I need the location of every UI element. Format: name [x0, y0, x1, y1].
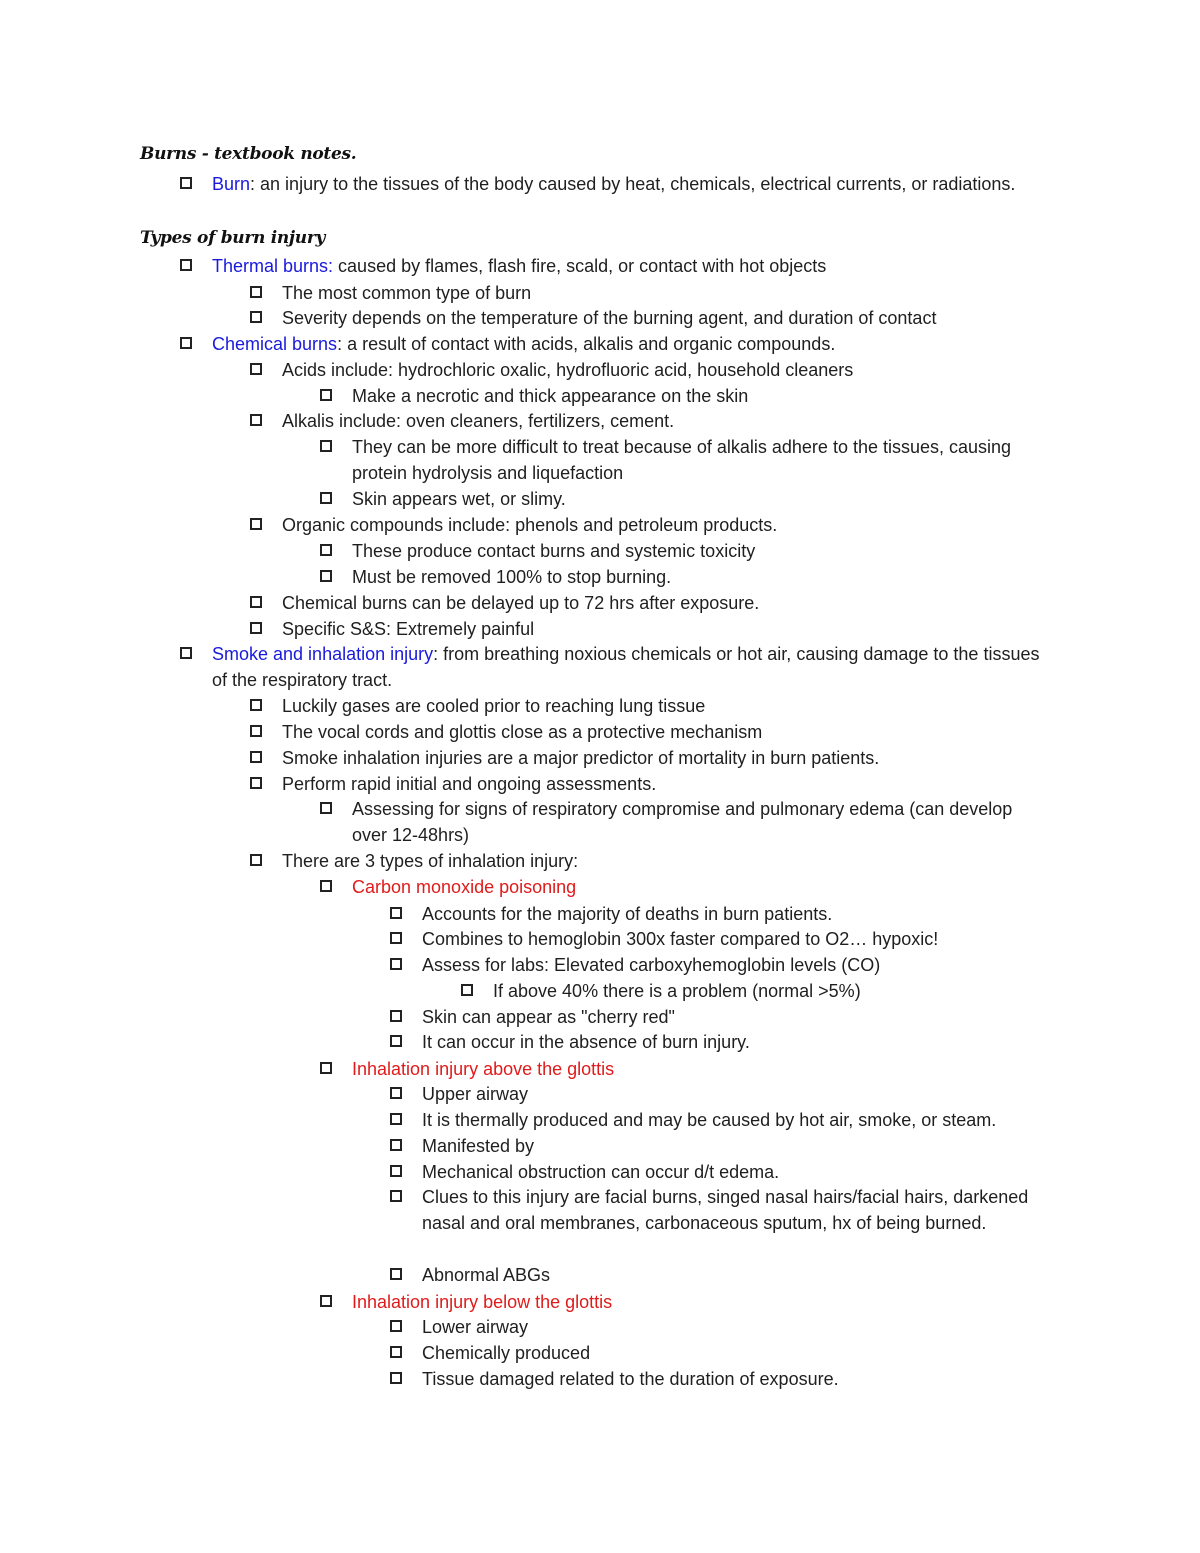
checkbox-icon — [180, 337, 192, 349]
checkbox-icon — [250, 751, 262, 763]
term-label: Thermal burns: — [212, 256, 334, 276]
item-text: Perform rapid initial and ongoing assessments. — [282, 774, 657, 794]
checkbox-icon — [390, 1268, 402, 1280]
item-text: : an injury to the tissues of the body caused by heat, chemicals, electrical currents, or radiations. — [250, 174, 1016, 194]
checkbox-icon — [390, 1165, 402, 1177]
item-text: The vocal cords and glottis close as a protective mechanism — [282, 722, 763, 742]
item-text: Specific S&S: Extremely painful — [282, 619, 535, 639]
term-label: Carbon monoxide poisoning — [352, 877, 577, 897]
item-text: Organic compounds include: phenols and petroleum products. — [282, 515, 778, 535]
item-text: Chemical burns can be delayed up to 72 hrs after exposure. — [282, 593, 760, 613]
checkbox-icon — [250, 725, 262, 737]
checkbox-icon — [180, 647, 192, 659]
checkbox-icon — [250, 854, 262, 866]
item-text: They can be more difficult to treat because of alkalis adhere to the tissues, causing protein hydrolysis and liquefaction — [352, 437, 1012, 483]
checkbox-icon — [320, 389, 332, 401]
item-text: Accounts for the majority of deaths in burn patients. — [422, 904, 833, 924]
checkbox-icon — [250, 363, 262, 375]
item-text: There are 3 types of inhalation injury: — [282, 851, 579, 871]
item-text: Manifested by — [422, 1136, 535, 1156]
item-text: Combines to hemoglobin 300x faster compared to O2… hypoxic! — [422, 929, 939, 949]
checkbox-icon — [250, 596, 262, 608]
item-text: : a result of contact with acids, alkalis and organic compounds. — [337, 334, 836, 354]
item-text: Alkalis include: oven cleaners, fertilizers, cement. — [282, 411, 675, 431]
checkbox-icon — [390, 932, 402, 944]
checkbox-icon — [180, 177, 192, 189]
term-label: Chemical burns — [212, 334, 338, 354]
checkbox-icon — [250, 311, 262, 323]
item-text: : from breathing noxious chemicals or hot air, causing damage to the tissues of the respiratory tract. — [212, 644, 1040, 690]
item-text: Mechanical obstruction can occur d/t edema. — [422, 1162, 780, 1182]
checkbox-icon — [390, 958, 402, 970]
checkbox-icon — [390, 1087, 402, 1099]
item-text: Acids include: hydrochloric oxalic, hydrofluoric acid, household cleaners — [282, 360, 854, 380]
item-text: Make a necrotic and thick appearance on the skin — [352, 386, 749, 406]
term-label: Smoke and inhalation injury — [212, 644, 434, 664]
checkbox-icon — [320, 802, 332, 814]
document-title: Burns - textbook notes. — [140, 144, 357, 164]
checkbox-icon — [390, 1346, 402, 1358]
checkbox-icon — [390, 1139, 402, 1151]
checkbox-icon — [390, 1010, 402, 1022]
checkbox-icon — [250, 622, 262, 634]
item-text: If above 40% there is a problem (normal >5%) — [493, 981, 861, 1001]
checkbox-icon — [250, 414, 262, 426]
item-text: Tissue damaged related to the duration of exposure. — [422, 1369, 839, 1389]
checkbox-icon — [320, 880, 332, 892]
item-text: Must be removed 100% to stop burning. — [352, 567, 672, 587]
item-text: It can occur in the absence of burn injury. — [422, 1032, 750, 1052]
item-text: Abnormal ABGs — [422, 1265, 551, 1285]
term-label: Inhalation injury above the glottis — [352, 1059, 615, 1079]
item-text: It is thermally produced and may be caused by hot air, smoke, or steam. — [422, 1110, 997, 1130]
item-text: Assessing for signs of respiratory compromise and pulmonary edema (can develop over 12-48hrs) — [352, 799, 1013, 845]
item-text: Luckily gases are cooled prior to reaching lung tissue — [282, 696, 706, 716]
checkbox-icon — [320, 1295, 332, 1307]
item-text: These produce contact burns and systemic toxicity — [352, 541, 756, 561]
checkbox-icon — [320, 544, 332, 556]
item-text: Smoke inhalation injuries are a major predictor of mortality in burn patients. — [282, 748, 880, 768]
term-label: Inhalation injury below the glottis — [352, 1292, 613, 1312]
checkbox-icon — [390, 907, 402, 919]
checkbox-icon — [250, 286, 262, 298]
item-text: Clues to this injury are facial burns, singed nasal hairs/facial hairs, darkened nasal and oral membranes, carbonaceous sputum, hx of being burned. — [422, 1187, 1029, 1233]
checkbox-icon — [390, 1190, 402, 1202]
checkbox-icon — [250, 518, 262, 530]
checkbox-icon — [390, 1113, 402, 1125]
term-label: Burn — [212, 174, 251, 194]
section-heading-types: Types of burn injury — [140, 228, 326, 248]
checkbox-icon — [320, 492, 332, 504]
checkbox-icon — [390, 1320, 402, 1332]
item-text: Upper airway — [422, 1084, 529, 1104]
checkbox-icon — [320, 570, 332, 582]
item-text: Lower airway — [422, 1317, 529, 1337]
checkbox-icon — [320, 1062, 332, 1074]
checkbox-icon — [320, 440, 332, 452]
checkbox-icon — [390, 1035, 402, 1047]
item-text: caused by flames, flash fire, scald, or contact with hot objects — [333, 256, 827, 276]
checkbox-icon — [250, 699, 262, 711]
checkbox-icon — [180, 259, 192, 271]
item-text: Skin can appear as "cherry red" — [422, 1007, 675, 1027]
item-text: The most common type of burn — [282, 283, 532, 303]
item-text: Chemically produced — [422, 1343, 591, 1363]
item-text: Severity depends on the temperature of the burning agent, and duration of contact — [282, 308, 937, 328]
item-text: Assess for labs: Elevated carboxyhemoglobin levels (CO) — [422, 955, 881, 975]
checkbox-icon — [250, 777, 262, 789]
checkbox-icon — [461, 984, 473, 996]
checkbox-icon — [390, 1372, 402, 1384]
item-text: Skin appears wet, or slimy. — [352, 489, 566, 509]
